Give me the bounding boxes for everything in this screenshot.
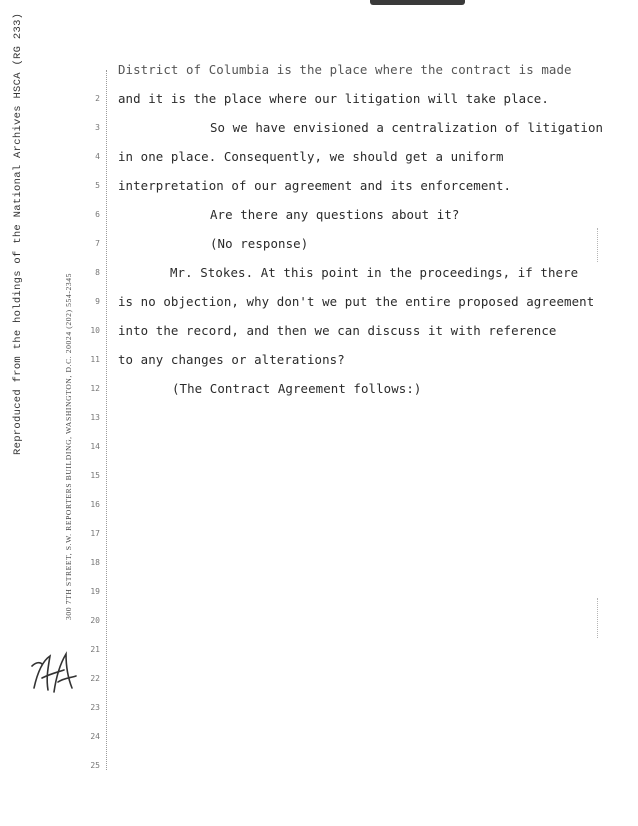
line-number: 18 xyxy=(90,558,100,567)
transcript-line: So we have envisioned a centralization of litigation xyxy=(210,120,604,135)
line-number: 20 xyxy=(90,616,100,625)
transcript-line: is no objection, why don't we put the entire proposed agreement xyxy=(118,294,595,309)
transcript-body xyxy=(118,55,618,403)
line-number: 25 xyxy=(90,761,100,770)
left-margin-rule xyxy=(106,70,107,770)
transcript-line: Are there any questions about it? xyxy=(210,207,460,222)
top-edge-mark xyxy=(370,0,465,5)
transcript-line: to any changes or alterations? xyxy=(118,352,345,367)
transcript-line: (No response) xyxy=(210,236,309,251)
line-number: 22 xyxy=(90,674,100,683)
line-number: 4 xyxy=(95,152,100,161)
line-number: 19 xyxy=(90,587,100,596)
line-number: 10 xyxy=(90,326,100,335)
line-number: 24 xyxy=(90,732,100,741)
handwritten-initials xyxy=(28,648,80,698)
line-number: 6 xyxy=(95,210,100,219)
line-number: 11 xyxy=(90,355,100,364)
speaker-line: Mr. Stokes. At this point in the proceedings, if there xyxy=(170,265,579,280)
transcript-line: and it is the place where our litigation will take place. xyxy=(118,91,549,106)
transcript-line: in one place. Consequently, we should get a uniform xyxy=(118,149,504,164)
line-numbers xyxy=(82,84,100,780)
line-number: 21 xyxy=(90,645,100,654)
transcript-line: District of Columbia is the place where the contract is made xyxy=(118,62,572,77)
transcript-line: into the record, and then we can discuss it with reference xyxy=(118,323,557,338)
reporter-address-note: 300 7TH STREET, S.W. REPORTERS BUILDING, WASHINGTON, D.C. 20024 (202) 554-2345 xyxy=(64,272,73,620)
line-number: 17 xyxy=(90,529,100,538)
line-number: 16 xyxy=(90,500,100,509)
transcript-line: interpretation of our agreement and its enforcement. xyxy=(118,178,512,193)
line-number: 9 xyxy=(95,297,100,306)
line-number: 14 xyxy=(90,442,100,451)
transcript-line: (The Contract Agreement follows:) xyxy=(172,381,422,396)
archive-reproduction-note: Reproduced from the holdings of the National Archives HSCA (RG 233) xyxy=(12,12,24,455)
line-number: 2 xyxy=(95,94,100,103)
line-number: 13 xyxy=(90,413,100,422)
right-margin-mark xyxy=(597,598,598,638)
line-number: 5 xyxy=(95,181,100,190)
line-number: 7 xyxy=(95,239,100,248)
line-number: 15 xyxy=(90,471,100,480)
line-number: 12 xyxy=(90,384,100,393)
line-number: 23 xyxy=(90,703,100,712)
line-number: 8 xyxy=(95,268,100,277)
line-number: 3 xyxy=(95,123,100,132)
